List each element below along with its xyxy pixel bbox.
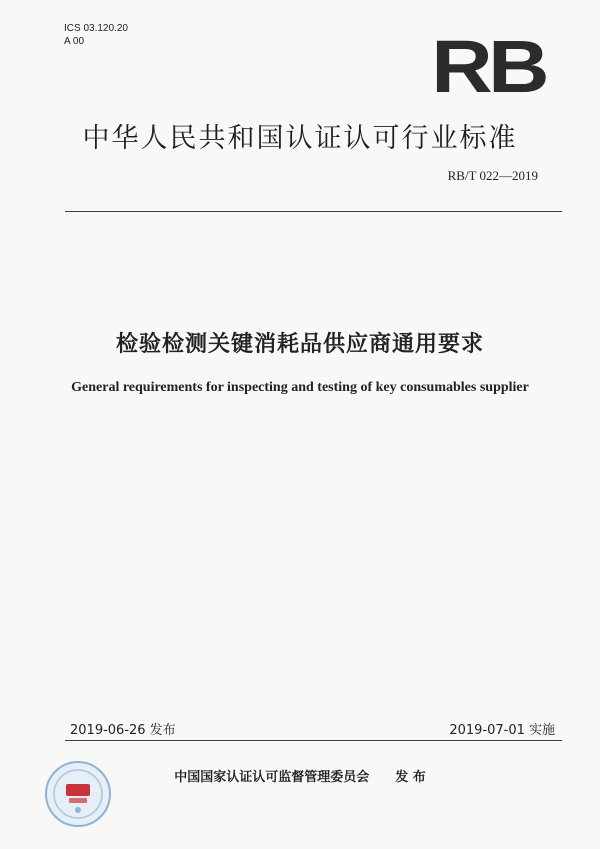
standard-category-title: 中华人民共和国认证认可行业标准 <box>82 123 518 154</box>
issuer-name: 中国国家认证认可监督管理委员会 <box>174 770 370 785</box>
seal-band <box>69 798 87 803</box>
issuing-authority <box>0 766 600 785</box>
standard-number: RB/T 022—2019 <box>447 168 538 183</box>
ccs-code: A 00 <box>64 36 85 47</box>
issuer-action: 发 布 <box>395 770 426 785</box>
top-divider <box>65 211 562 212</box>
document-title-chinese: 检验检测关键消耗品供应商通用要求 <box>115 332 484 357</box>
document-title-english: General requirements for inspecting and testing of key consumables supplier <box>71 380 529 395</box>
implementation-date: 2019-07-01 实施 <box>449 723 555 738</box>
ics-code: ICS 03.120.20 <box>64 23 128 34</box>
issue-date: 2019-06-26 发布 <box>70 723 176 738</box>
seal-dot <box>75 807 81 813</box>
bottom-divider <box>65 740 562 741</box>
seal-core-mark <box>66 784 90 796</box>
rb-logo: RB <box>431 25 546 108</box>
ics-classification <box>64 22 128 48</box>
